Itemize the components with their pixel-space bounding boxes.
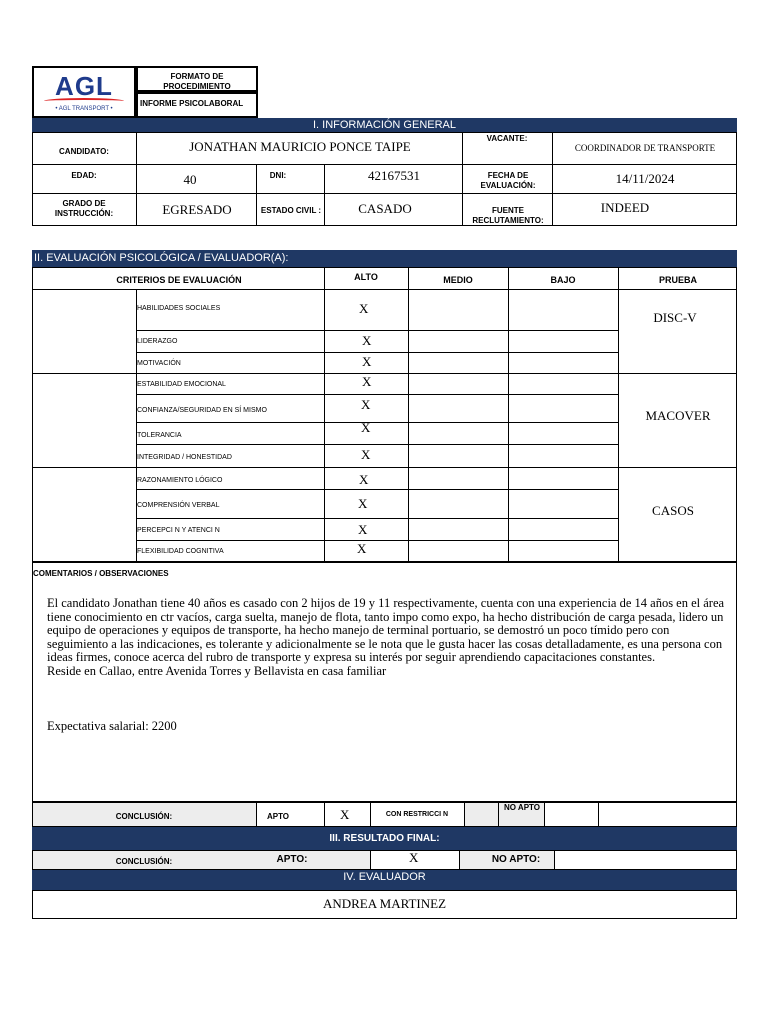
criterion-row: LIDERAZGO <box>137 338 178 345</box>
test-casos: CASOS <box>652 503 694 518</box>
section4-header <box>32 870 737 890</box>
col-prueba: PRUEBA <box>658 275 697 285</box>
logo-subtitle: • AGL TRANSPORT • <box>55 106 113 112</box>
edad-value: 40 <box>183 172 197 187</box>
logo-arc <box>44 98 124 104</box>
final-apto-label: APTO: <box>276 854 308 865</box>
criterion-row: MOTIVACIÓN <box>137 360 181 367</box>
criterion-row: ESTABILIDAD EMOCIONAL <box>137 381 226 388</box>
estado-label: ESTADO CIVIL : <box>260 206 322 215</box>
criterion-row: COMPRENSIÓN VERBAL <box>137 502 220 509</box>
alto-mark: X <box>359 301 369 316</box>
estado-value: CASADO <box>358 201 412 216</box>
alto-mark: X <box>362 354 372 369</box>
col-bajo: BAJO <box>550 275 576 285</box>
conclusion-label: CONCLUSIÓN: <box>115 812 173 821</box>
section1-header <box>32 118 737 132</box>
dni-label: DNI: <box>269 171 287 180</box>
alto-mark: X <box>359 472 369 487</box>
criterion-row: FLEXIBILIDAD COGNITIVA <box>137 548 224 555</box>
comment-paragraph: Expectativa salarial: 2200 <box>47 719 177 733</box>
col-criterios: CRITERIOS DE EVALUACIÓN <box>116 275 242 285</box>
section4-title: IV. EVALUADOR <box>343 871 426 883</box>
criterion-row: CONFIANZA/SEGURIDAD EN SÍ MISMO <box>137 407 267 414</box>
comments-text <box>47 597 730 734</box>
criterion-row: HABILIDADES SOCIALES <box>137 305 221 312</box>
dni-value: 42167531 <box>368 168 420 183</box>
criterion-row: TOLERANCIA <box>137 432 182 439</box>
col-medio: MEDIO <box>443 275 473 285</box>
alto-mark: X <box>357 541 367 556</box>
section1-title: I. INFORMACIÓN GENERAL <box>312 119 457 131</box>
comment-paragraph: El candidato Jonathan tiene 40 años es casado con 2 hijos de 19 y 11 respectivamente, cuenta con una experiencia de 14 años en el área tiene conocimiento en ctr vacíos, carga suelta, manejo de flota, tanto impo como expo, ha hecho distribución de carga pesada, lidero un equipo de operaciones y equipos de transporte, ha hecho manejo de terminal portuario, se demostró un poco tímido pero con seguimiento a las indicaciones, es tolerante y adicionalmente se le nota que le gusta hacer las cosas detalladamente, es una persona con ideas firmes, conoce acerca del rubro de transporte y expresa su interés por seguir aprendiendo capacitaciones constantes. <box>47 596 725 664</box>
section2-header <box>32 250 737 267</box>
fecha-label: FECHA DE EVALUACIÓN: <box>480 171 536 190</box>
criterion-row: PERCEPCI N Y ATENCI N <box>137 527 220 534</box>
col-alto: ALTO <box>354 272 378 282</box>
format-label: FORMATO DE PROCEDIMIENTO <box>163 72 231 91</box>
no-apto-label: NO APTO <box>503 803 540 812</box>
grado-value: EGRESADO <box>162 202 232 217</box>
fuente-label: FUENTE RECLUTAMIENTO: <box>472 206 544 225</box>
section2-title: II. EVALUACIÓN PSICOLÓGICA / EVALUADOR(A): <box>34 252 289 264</box>
fuente-value: INDEED <box>600 200 650 215</box>
format-box <box>136 66 258 92</box>
candidato-value: JONATHAN MAURICIO PONCE TAIPE <box>189 139 411 154</box>
test-macover: MACOVER <box>645 408 711 423</box>
final-apto-mark: X <box>409 850 419 865</box>
report-label: INFORME PSICOLABORAL <box>140 99 244 108</box>
candidato-label: CANDIDATO: <box>59 147 109 156</box>
alto-mark: X <box>362 374 372 389</box>
restriccion-label: CON RESTRICCI N <box>385 811 449 818</box>
logo-text: AGL <box>55 71 113 101</box>
apto-label: APTO <box>266 812 290 821</box>
fecha-value: 14/11/2024 <box>615 171 675 186</box>
vacante-value: COORDINADOR DE TRANSPORTE <box>574 143 716 153</box>
alto-mark: X <box>358 496 368 511</box>
apto-mark: X <box>340 807 350 822</box>
alto-mark: X <box>361 420 371 435</box>
company-logo <box>34 71 134 112</box>
final-conclusion-label: CONCLUSIÓN: <box>115 857 173 866</box>
section3-title: III. RESULTADO FINAL: <box>329 833 440 844</box>
grado-label: GRADO DE INSTRUCCIÓN: <box>54 199 114 218</box>
comments-label: COMENTARIOS / OBSERVACIONES <box>33 569 169 578</box>
criterion-row: RAZONAMIENTO LÓGICO <box>137 477 223 484</box>
comment-paragraph: Reside en Callao, entre Avenida Torres y Bellavista en casa familiar <box>47 663 387 678</box>
section3-header <box>32 827 737 850</box>
report-box <box>136 92 258 118</box>
final-no-apto-label: NO APTO: <box>491 854 541 865</box>
alto-mark: X <box>362 333 372 348</box>
test-disc-v: DISC-V <box>653 310 697 325</box>
alto-mark: X <box>358 522 368 537</box>
evaluator-name: ANDREA MARTINEZ <box>322 896 447 911</box>
criterion-row: INTEGRIDAD / HONESTIDAD <box>137 454 232 461</box>
alto-mark: X <box>361 397 371 412</box>
logo-box <box>32 66 136 118</box>
alto-mark: X <box>361 447 371 462</box>
edad-label: EDAD: <box>71 171 97 180</box>
vacante-label: VACANTE: <box>486 134 528 143</box>
